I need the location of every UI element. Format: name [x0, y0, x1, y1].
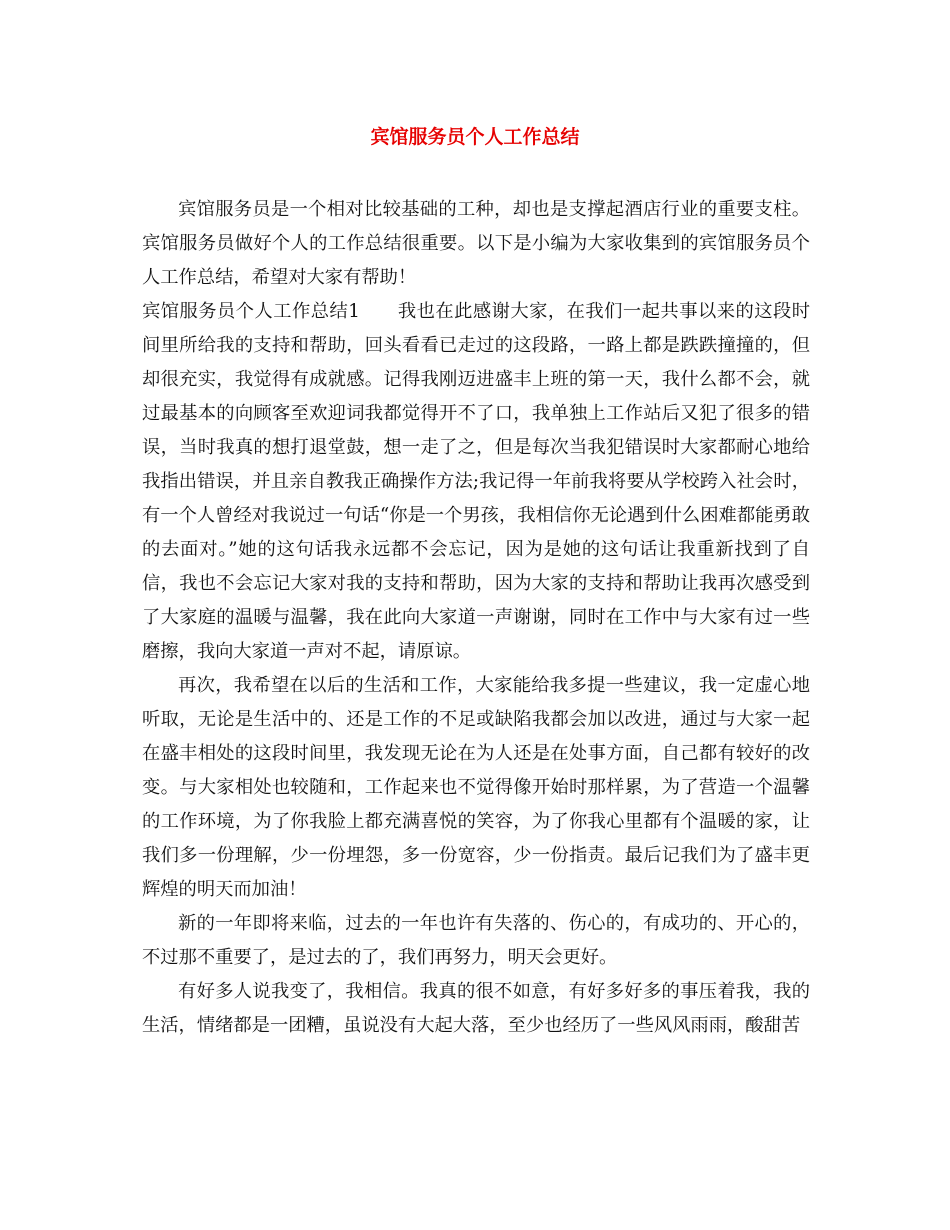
document-body [142, 193, 810, 1043]
paragraph-intro: 宾馆服务员是一个相对比较基础的工种，却也是支撑起酒店行业的重要支柱。宾馆服务员做好个人的工作总结很重要。以下是小编为大家收集到的宾馆服务员个人工作总结，希望对大家有帮助！ [142, 199, 810, 288]
paragraph-hopes: 再次，我希望在以后的生活和工作，大家能给我多提一些建议，我一定虚心地听取，无论是生活中的、还是工作的不足或缺陷我都会加以改进，通过与大家一起在盛丰相处的这段时间里，我发现无论在为人还是在处事方面，自己都有较好的改变。与大家相处也较随和，工作起来也不觉得像开始时那样累，为了营造一个温馨的工作环境，为了你我脸上都充满喜悦的笑容，为了你我心里都有个温暖的家，让我们多一份理解，少一份埋怨，多一份宽容，少一份指责。最后记我们为了盛丰更辉煌的明天而加油！ [142, 675, 810, 900]
document-title: 宾馆服务员个人工作总结 [370, 126, 580, 148]
paragraph-summary-1: 宾馆服务员个人工作总结1 我也在此感谢大家，在我们一起共事以来的这段时间里所给我的支持和帮助，回头看看已走过的这段路，一路上都是跌跌撞撞的，但却很充实，我觉得有成就感。记得我刚迈进盛丰上班的第一天，我什么都不会，就过最基本的向顾客至欢迎词我都觉得开不了口，我单独上工作站后又犯了很多的错误，当时我真的想打退堂鼓，想一走了之，但是每次当我犯错误时大家都耐心地给我指出错误，并且亲自教我正确操作方法;我记得一年前我将要从学校跨入社会时，有一个人曾经对我说过一句话“你是一个男孩，我相信你无论遇到什么困难都能勇敢的去面对。”她的这句话我永远都不会忘记，因为是她的这句话让我重新找到了自信，我也不会忘记大家对我的支持和帮助，因为大家的支持和帮助让我再次感受到了大家庭的温暖与温馨，我在此向大家道一声谢谢，同时在工作中与大家有过一些磨擦，我向大家道一声对不起，请原谅。 [142, 301, 810, 662]
paragraph-changes: 有好多人说我变了，我相信。我真的很不如意，有好多好多的事压着我，我的生活，情绪都是一团糟，虽说没有大起大落，至少也经历了一些风风雨雨，酸甜苦 [142, 981, 810, 1036]
paragraph-new-year: 新的一年即将来临，过去的一年也许有失落的、伤心的，有成功的、开心的，不过那不重要了，是过去的了，我们再努力，明天会更好。 [142, 913, 810, 968]
